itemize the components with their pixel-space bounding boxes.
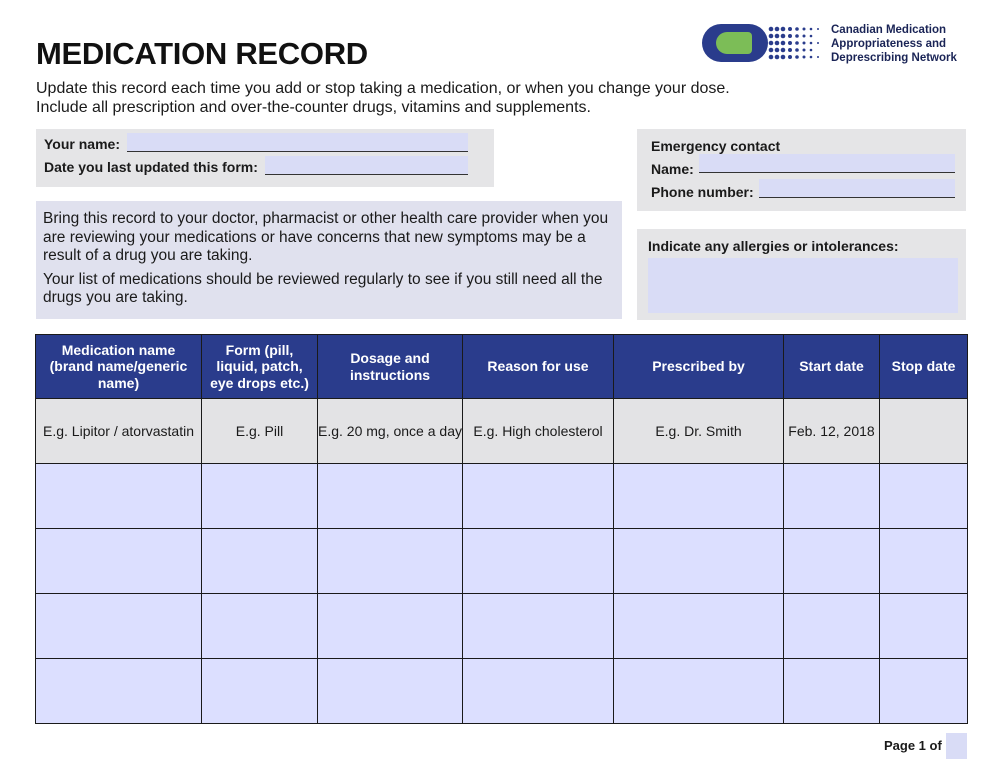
header-form: Form (pill, liquid, patch, eye drops etc.) <box>202 335 318 399</box>
emergency-name-field[interactable] <box>699 154 955 173</box>
logo-text <box>831 23 957 65</box>
logo-line-2: Appropriateness and <box>831 38 947 50</box>
personal-info-box <box>36 129 494 187</box>
review-info-paragraph-2: Your list of medications should be reviewed regularly to see if you still need all the drugs you are taking. <box>43 270 603 306</box>
example-form: E.g. Pill <box>202 399 318 464</box>
organization-logo <box>702 22 972 66</box>
example-stop-date <box>880 399 968 464</box>
form-cell[interactable] <box>202 529 318 594</box>
header-prescribed-by: Prescribed by <box>614 335 784 399</box>
pill-icon <box>702 24 768 62</box>
medication-table <box>35 334 968 724</box>
review-info-paragraph-1: Bring this record to your doctor, pharmacist or other health care provider when you are reviewing your medications or have concerns that new symptoms may be a result of a drug you are taking. <box>43 210 609 264</box>
header-dosage: Dosage and instructions <box>318 335 463 399</box>
table-header-row <box>36 335 968 399</box>
stop-date-cell[interactable] <box>880 594 968 659</box>
logo-line-1: Canadian Medication <box>831 24 947 36</box>
start-date-cell[interactable] <box>784 464 880 529</box>
medication-name-cell[interactable] <box>36 529 202 594</box>
review-info-box <box>36 201 622 319</box>
table-row <box>36 659 968 724</box>
page-title: MEDICATION RECORD <box>36 36 368 71</box>
prescribed-by-cell[interactable] <box>614 594 784 659</box>
emergency-name-label: Name: <box>651 161 694 177</box>
header-medication-name: Medication name (brand name/generic name) <box>36 335 202 399</box>
allergies-box <box>637 229 966 320</box>
prescribed-by-cell[interactable] <box>614 464 784 529</box>
stop-date-cell[interactable] <box>880 464 968 529</box>
name-label: Your name: <box>44 136 120 152</box>
example-row <box>36 399 968 464</box>
table-row <box>36 529 968 594</box>
medication-name-cell[interactable] <box>36 659 202 724</box>
example-start-date: Feb. 12, 2018 <box>784 399 880 464</box>
dot-grid-icon <box>768 24 824 64</box>
header-start-date: Start date <box>784 335 880 399</box>
header-reason: Reason for use <box>463 335 614 399</box>
table-row <box>36 464 968 529</box>
reason-cell[interactable] <box>463 594 614 659</box>
start-date-cell[interactable] <box>784 529 880 594</box>
start-date-cell[interactable] <box>784 594 880 659</box>
stop-date-cell[interactable] <box>880 659 968 724</box>
table-row <box>36 594 968 659</box>
emergency-phone-label: Phone number: <box>651 184 754 200</box>
medication-name-cell[interactable] <box>36 594 202 659</box>
example-prescribed-by: E.g. Dr. Smith <box>614 399 784 464</box>
logo-line-3: Deprescribing Network <box>831 52 957 64</box>
page-number-label: Page 1 of <box>884 738 942 753</box>
start-date-cell[interactable] <box>784 659 880 724</box>
reason-cell[interactable] <box>463 464 614 529</box>
header-stop-date: Stop date <box>880 335 968 399</box>
page-total-field[interactable] <box>946 733 967 759</box>
dosage-cell[interactable] <box>318 594 463 659</box>
form-cell[interactable] <box>202 594 318 659</box>
reason-cell[interactable] <box>463 659 614 724</box>
example-medication: E.g. Lipitor / atorvastatin <box>36 399 202 464</box>
form-cell[interactable] <box>202 464 318 529</box>
reason-cell[interactable] <box>463 529 614 594</box>
allergies-field[interactable] <box>648 258 958 313</box>
dosage-cell[interactable] <box>318 464 463 529</box>
emergency-contact-heading: Emergency contact <box>651 138 781 154</box>
form-cell[interactable] <box>202 659 318 724</box>
dosage-cell[interactable] <box>318 659 463 724</box>
emergency-contact-box <box>637 129 966 211</box>
example-reason: E.g. High cholesterol <box>463 399 614 464</box>
example-dosage: E.g. 20 mg, once a day <box>318 399 463 464</box>
prescribed-by-cell[interactable] <box>614 529 784 594</box>
medication-name-cell[interactable] <box>36 464 202 529</box>
name-field[interactable] <box>127 133 468 152</box>
stop-date-cell[interactable] <box>880 529 968 594</box>
intro-line-2: Include all prescription and over-the-counter drugs, vitamins and supplements. <box>36 99 591 116</box>
date-updated-label: Date you last updated this form: <box>44 159 258 175</box>
date-updated-field[interactable] <box>265 156 468 175</box>
allergies-label: Indicate any allergies or intolerances: <box>648 238 899 254</box>
prescribed-by-cell[interactable] <box>614 659 784 724</box>
emergency-phone-field[interactable] <box>759 179 955 198</box>
intro-line-1: Update this record each time you add or stop taking a medication, or when you change your dose. <box>36 80 730 97</box>
dosage-cell[interactable] <box>318 529 463 594</box>
intro-text <box>36 79 730 117</box>
